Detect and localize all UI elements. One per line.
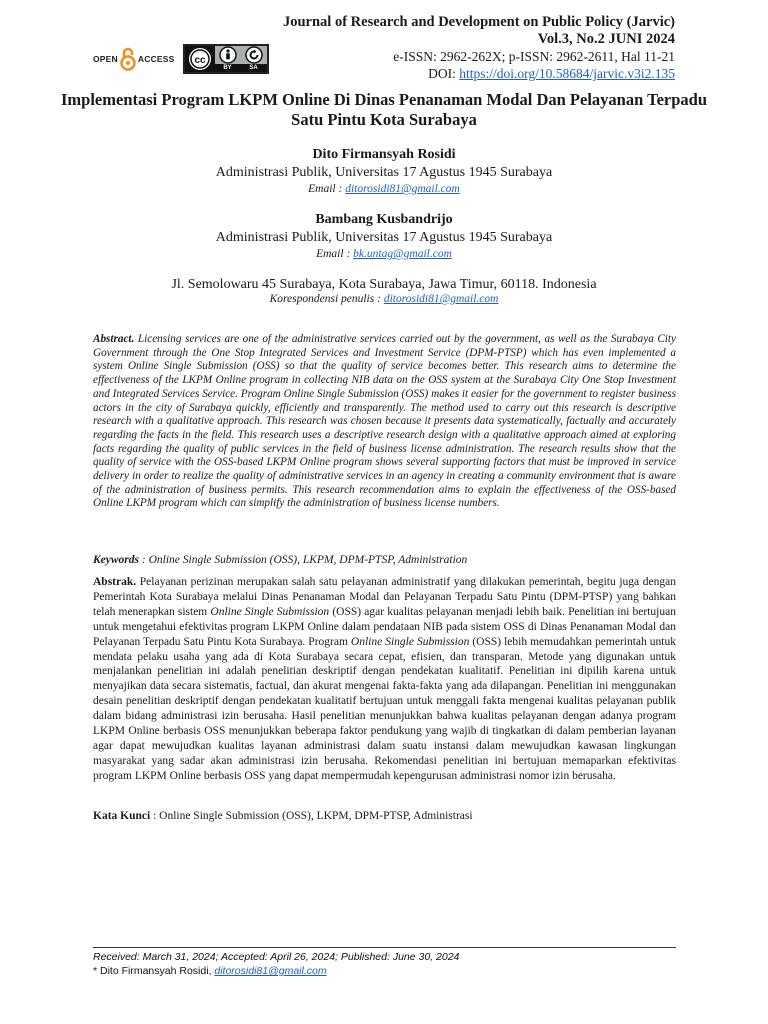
journal-info	[283, 14, 675, 82]
author-email-link[interactable]: ditorosidi81@gmail.com	[345, 183, 460, 195]
creative-commons-icon	[188, 47, 212, 71]
author-name: Bambang Kusbandrijo	[315, 212, 453, 227]
svg-text:cc: cc	[193, 55, 206, 66]
open-access-logo	[93, 47, 175, 71]
author-2	[60, 211, 708, 261]
abstract-text: Licensing services are one of the administrative services carried out by the government, as well as the Surabaya City Government through the One Stop Integrated Services and Investment Service (DPM-PTSP) which has even implemented a system Online Single Submission (OSS) so that the quality of service becomes better. This research aims to determine the effectiveness of the LKPM Online program in collecting NIB data on the OSS system at the Surabaya City One Stop Investment and Integrated Services Service. Program Online Single Submission (OSS) makes it easier for the government to register business actors in the city of Surabaya quickly, efficiently and transparently. The method used to carry out this research is descriptive research with a qualitative approach. This research was chosen because it presents data systematically, factually and accurately regarding the facts in the field. This research uses a descriptive research design with a qualitative approach aimed at exploring facts regarding the quality of public services in the field of business license administration. The research results show that the quality of service with the OSS-based LKPM Online program shows several supporting factors that must be improved in service delivery in order to realize the quality of administrative services in an agency in creating a community environment that is aware of the administration of business permits. This research recommendation aims to explain the effectiveness of the OSS-based Online LKPM program which can simplify the administration of business license numbers.	[93, 333, 676, 510]
creative-commons-badge	[183, 44, 269, 74]
email-label: Email :	[316, 248, 354, 260]
doi-label: DOI:	[428, 66, 460, 81]
abstrak-italic-1: Online Single Submission	[210, 605, 330, 618]
author-email-link[interactable]: bk.untag@gmail.com	[353, 248, 452, 260]
email-label: Email :	[308, 183, 346, 195]
author-email	[60, 247, 708, 261]
author-address: Jl. Semolowaru 45 Surabaya, Kota Surabaya, Jawa Timur, 60118. Indonesia	[171, 277, 597, 292]
author-affiliation: Administrasi Publik, Universitas 17 Agustus 1945 Surabaya	[215, 165, 553, 180]
author-email	[60, 182, 708, 196]
open-access-lock-icon	[120, 47, 136, 71]
kata-kunci-text: : Online Single Submission (OSS), LKPM, DPM-PTSP, Administrasi	[150, 810, 473, 822]
open-access-right-text: ACCESS	[137, 54, 175, 64]
abstract-indonesian	[93, 575, 676, 784]
footer-author	[93, 964, 676, 978]
abstrak-italic-2: Online Single Submission	[350, 635, 470, 648]
doi-link[interactable]: https://doi.org/10.58684/jarvic.v3i2.135	[459, 66, 675, 81]
journal-name: Journal of Research and Development on Public Policy (Jarvic)	[282, 14, 675, 30]
correspondence-label: Korespondensi penulis :	[269, 293, 384, 305]
footer-divider	[93, 947, 676, 948]
kata-kunci-label: Kata Kunci	[93, 810, 151, 822]
correspondence	[60, 292, 708, 306]
license-badges	[93, 44, 269, 74]
publication-dates: Received: March 31, 2024; Accepted: April 26, 2024; Published: June 30, 2024	[93, 951, 460, 963]
cc-sa-label: SA	[249, 65, 258, 71]
abstrak-label: Abstrak.	[93, 576, 137, 588]
abstrak-text-3: (OSS) lebih memudahkan pemerintah untuk mendata pelaku usaha yang ada di Kota Surabaya secara cepat, efisien, dan transparan. Metode yang digunakan untuk menjalankan penelitian ini adalah penelitian deskriptif dengan pendekatan kualitatif. Penelitian ini dipilih karena untuk menyajikan data secara sistematis, factual, dan akurat mengenai fakta-fakta yang ada dilapangan. Penelitian ini menggunakan desain penelitian deskriptif dengan pendekatan kualitatif bertujuan untuk menggali fakta mengenai kualitas pelayanan publik dalam bidang administrasi izin berusaha. Hasil penelitian menunjukkan bahwa kualitas pelayanan dengan adanya program LKPM Online berbasis OSS menunjukkan beberapa faktor pendukung yang wajib di tingkatkan di dalam pemberian layanan agar dapat mewujudkan kualitas layanan administrasi dalam suatu instansi dalam mewujudkan kawasan lingkungan masyarakat yang sadar akan administrasi izin berusaha. Rekomendasi penelitian ini bertujuan memaparkan efektivitas program LKPM Online berbasis OSS yang dapat mempermudah kepengurusan administrasi nomor izin berusaha.	[93, 635, 676, 782]
footer-author-email-link[interactable]: ditorosidi81@gmail.com	[214, 965, 327, 977]
paper-title: Implementasi Program LKPM Online Di Dinas Penanaman Modal Dan Pelayanan Terpadu Satu Pintu Kota Surabaya	[61, 90, 707, 129]
abstrak-text-2: (OSS) agar kualitas pelayanan menjadi lebih baik. Penelitian ini bertujuan untuk mengetahui efektivitas program LKPM Online dalam pendataan NIB pada sistem OSS di Dinas Penanaman Modal dan Pelayanan Terpadu Satu Pintu Kota Surabaya. Program	[93, 605, 676, 648]
author-1	[60, 146, 708, 196]
correspondence-email-link[interactable]: ditorosidi81@gmail.com	[383, 293, 499, 305]
abstract-english	[93, 333, 676, 511]
keywords-english	[93, 553, 676, 567]
footer	[93, 950, 676, 978]
author-affiliation: Administrasi Publik, Universitas 17 Agustus 1945 Surabaya	[215, 230, 553, 245]
journal-issn: e-ISSN: 2962-262X; p-ISSN: 2962-2611, Hal 11-21	[393, 49, 675, 64]
abstract-label: Abstract.	[93, 333, 135, 345]
keywords-text: : Online Single Submission (OSS), LKPM, DPM-PTSP, Administration	[139, 554, 468, 566]
footer-author-name: * Dito Firmansyah Rosidi,	[93, 965, 215, 977]
keywords-indonesian	[93, 809, 676, 823]
journal-doi	[283, 65, 675, 82]
keywords-label: Keywords	[93, 554, 139, 566]
cc-by-label: BY	[223, 65, 232, 71]
open-access-left-text: OPEN	[93, 54, 118, 64]
author-name: Dito Firmansyah Rosidi	[312, 147, 456, 162]
journal-volume: Vol.3, No.2 JUNI 2024	[537, 31, 675, 47]
attribution-icon	[219, 46, 237, 64]
abstrak-text-1: Pelayanan perizinan merupakan salah satu pelayanan administratif yang dilakukan pemerintah, begitu juga dengan Pemerintah Kota Surabaya melalui Dinas Penanaman Modal dan Pelayanan Terpadu Satu Pintu (DPM-PTSP) yang bahkan telah menerapkan sistem	[93, 576, 676, 618]
share-alike-icon	[245, 46, 263, 64]
